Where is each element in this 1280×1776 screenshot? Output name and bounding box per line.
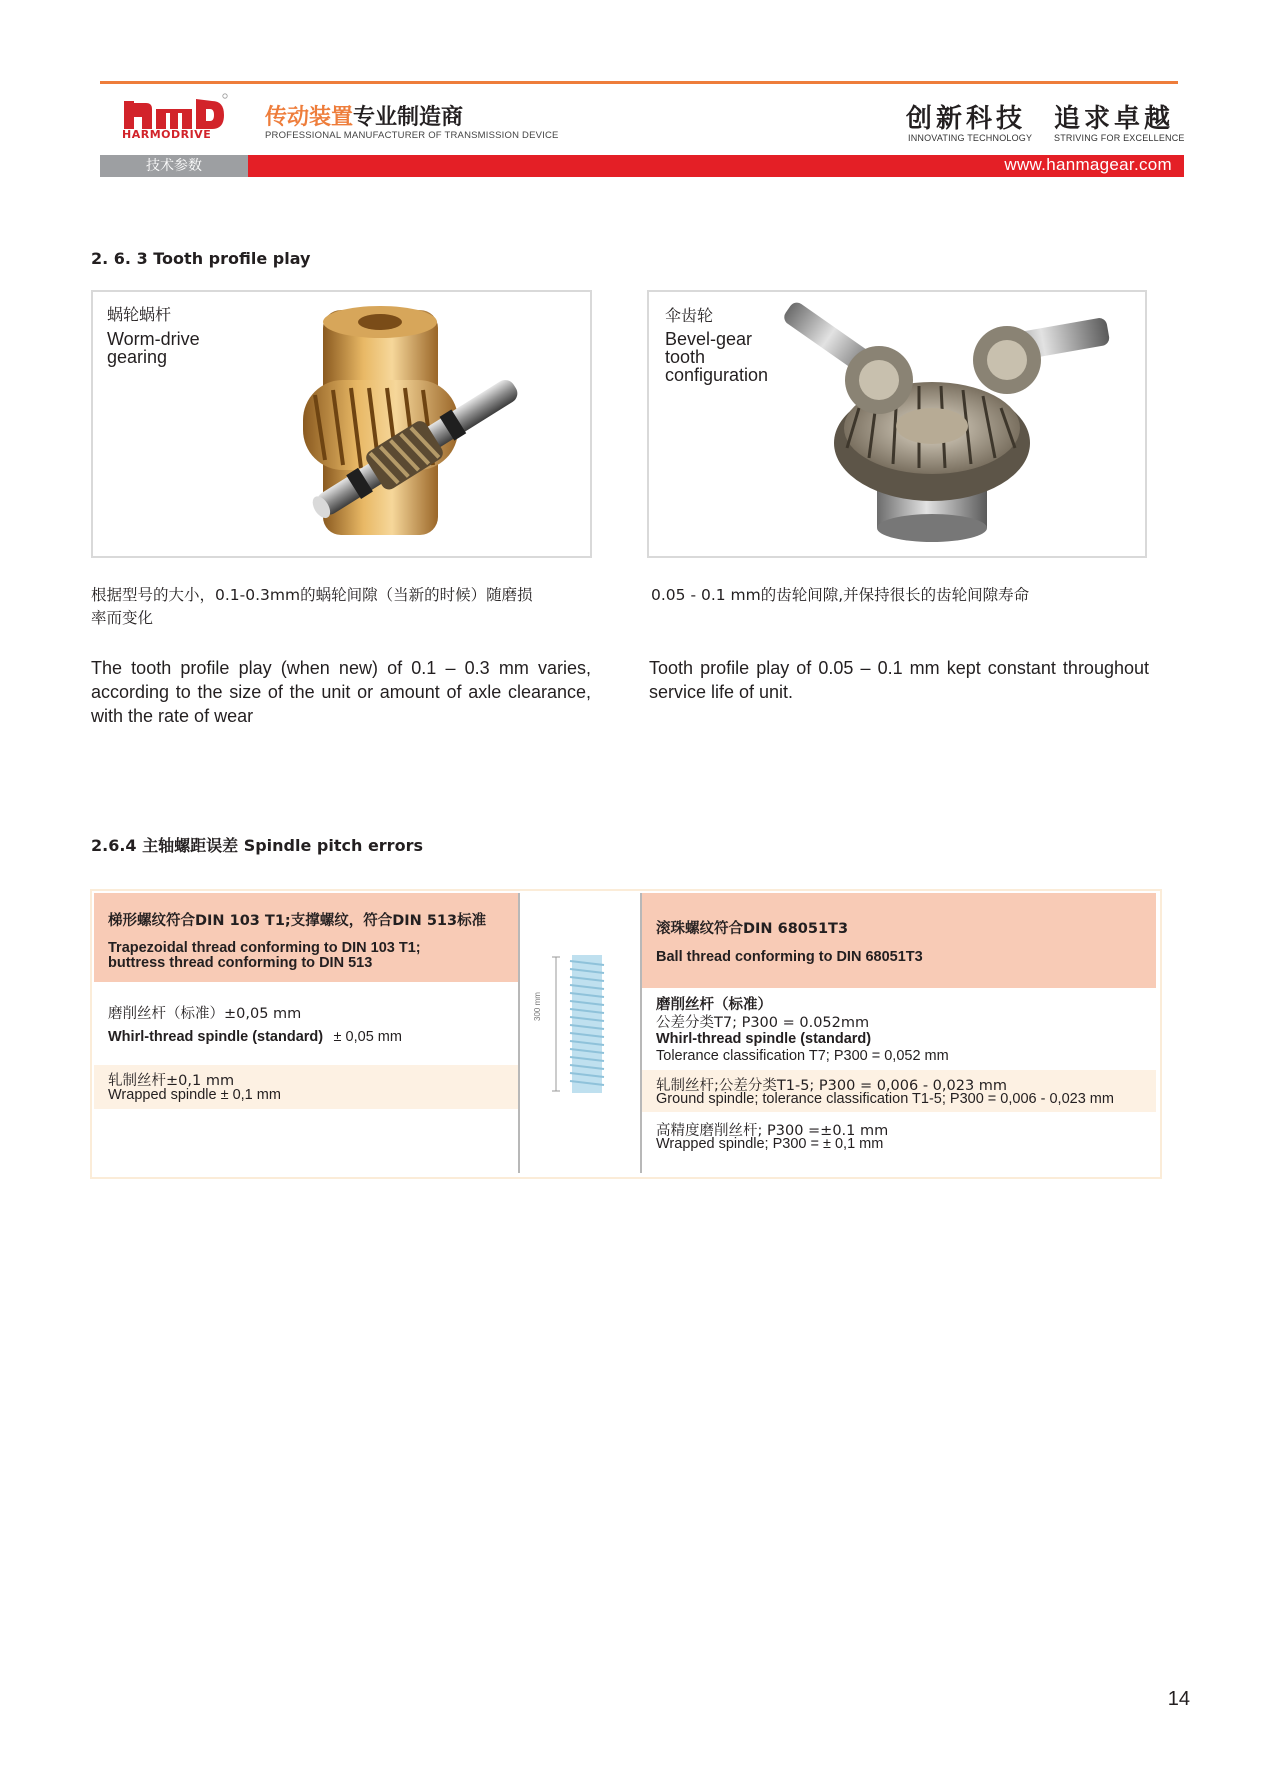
threaded-spindle-icon: [542, 951, 622, 1101]
right-row-ground-en: Ground spindle; tolerance classification T1-5; P300 = 0,006 - 0,023 mm: [656, 1091, 1114, 1107]
bevel-description-cn: 0.05 - 0.1 mm的齿轮间隙,并保持很长的齿轮间隙寿命: [651, 586, 1030, 604]
header-top-rule: [100, 81, 1178, 84]
right-header-en: Ball thread conforming to DIN 68051T3: [656, 949, 923, 965]
left-row-whirl-en-line: [108, 1028, 402, 1046]
worm-description-cn: 根据型号的大小，0.1-0.3mm的蜗轮间隙（当新的时候）随磨损 率而变化: [91, 586, 533, 627]
worm-label-en-2: gearing: [107, 347, 168, 367]
bevel-gear-illustration: [769, 298, 1114, 548]
right-row-whirl-en-bold: Whirl-thread spindle (standard): [656, 1031, 872, 1047]
right-row-whirl-cn: 公差分类T7; P300 = 0.052mm: [656, 1015, 870, 1031]
slogan-innovating-en: INNOVATING TECHNOLOGY: [908, 133, 1033, 143]
left-header-cell: [94, 893, 518, 982]
worm-label-en-1: Worm-drive: [107, 329, 200, 349]
left-header-en-2: buttress thread conforming to DIN 513: [108, 955, 373, 971]
right-row-ground-cn: 轧制丝杆;公差分类T1-5; P300 = 0,006 - 0,023 mm: [656, 1078, 1008, 1094]
table-divider-left: [518, 893, 520, 1173]
left-row-whirl-en: Whirl-thread spindle (standard): [108, 1029, 324, 1045]
right-row-ground: [642, 1070, 1156, 1112]
right-header-cell: [642, 893, 1156, 988]
right-row-whirl-en: Tolerance classification T7; P300 = 0,052 mm: [656, 1048, 949, 1064]
slogan-excellence-en: STRIVING FOR EXCELLENCE: [1054, 133, 1185, 143]
bevel-label-en-3: configuration: [665, 365, 769, 385]
right-row-whirl-cn-bold: 磨削丝杆（标准）: [656, 997, 772, 1013]
spindle-drawing-cell: [522, 893, 640, 1173]
left-header-en-1: Trapezoidal thread conforming to DIN 103 T1;: [108, 940, 421, 956]
right-row-precision: [642, 1112, 1156, 1172]
website-link[interactable]: www.hanmagear.com: [1004, 155, 1172, 174]
bevel-label-en-2: tooth: [665, 347, 706, 367]
right-row-precision-cn: 高精度磨削丝杆; P300 =±0.1 mm: [656, 1123, 889, 1139]
bevel-label-cn: 伞齿轮: [665, 306, 714, 325]
left-row-wrapped-cn: 轧制丝杆±0,1 mm: [108, 1073, 235, 1089]
left-header-cn: 梯形螺纹符合DIN 103 T1;支撑螺纹，符合DIN 513标准: [108, 913, 487, 929]
spindle-pitch-table: [90, 889, 1162, 1179]
heading-spindle-pitch-errors: 2.6.4 主轴螺距误差 Spindle pitch errors: [91, 836, 423, 855]
slogan-innovating-cn: 创新科技: [906, 104, 1027, 134]
worm-drive-panel: [91, 290, 592, 558]
worm-label-cn: 蜗轮蜗杆: [107, 305, 172, 324]
left-row-whirl: [94, 982, 518, 1065]
slogan-excellence-cn: 追求卓越: [1054, 104, 1175, 134]
worm-description-en: The tooth profile play (when new) of 0.1 – 0.3 mm varies, according to the size of the unit or amount of axle clearance, with the rate of wear: [91, 658, 591, 726]
bevel-label-en-1: Bevel-gear: [665, 329, 753, 349]
bevel-description-en: Tooth profile play of 0.05 – 0.1 mm kept constant throughout service life of unit.: [649, 658, 1149, 702]
right-row-precision-en: Wrapped spindle; P300 = ± 0,1 mm: [656, 1136, 884, 1152]
left-row-whirl-tol: ± 0,05 mm: [333, 1029, 402, 1045]
heading-tooth-profile-play: 2. 6. 3 Tooth profile play: [91, 249, 311, 268]
section-label: 技术参数: [146, 158, 202, 174]
brand-subtitle-en: PROFESSIONAL MANUFACTURER OF TRANSMISSION DEVICE: [265, 130, 559, 141]
page-number: 14: [1167, 1688, 1190, 1710]
brand-title-cn: 传动装置专业制造商: [265, 105, 464, 130]
bevel-gear-panel: [647, 290, 1147, 558]
logo-wordmark: HARMODRIVE: [122, 128, 212, 141]
right-header-cn: 滚珠螺纹符合DIN 68051T3: [656, 921, 849, 937]
worm-gear-illustration: [263, 300, 523, 545]
left-row-wrapped-en: Wrapped spindle ± 0,1 mm: [108, 1087, 281, 1103]
right-row-whirl: [642, 988, 1156, 1070]
spindle-dimension-label: 300 mm: [533, 992, 542, 1021]
left-row-whirl-cn: 磨削丝杆（标准）±0,05 mm: [108, 1006, 302, 1022]
left-row-wrapped: [94, 1065, 518, 1109]
